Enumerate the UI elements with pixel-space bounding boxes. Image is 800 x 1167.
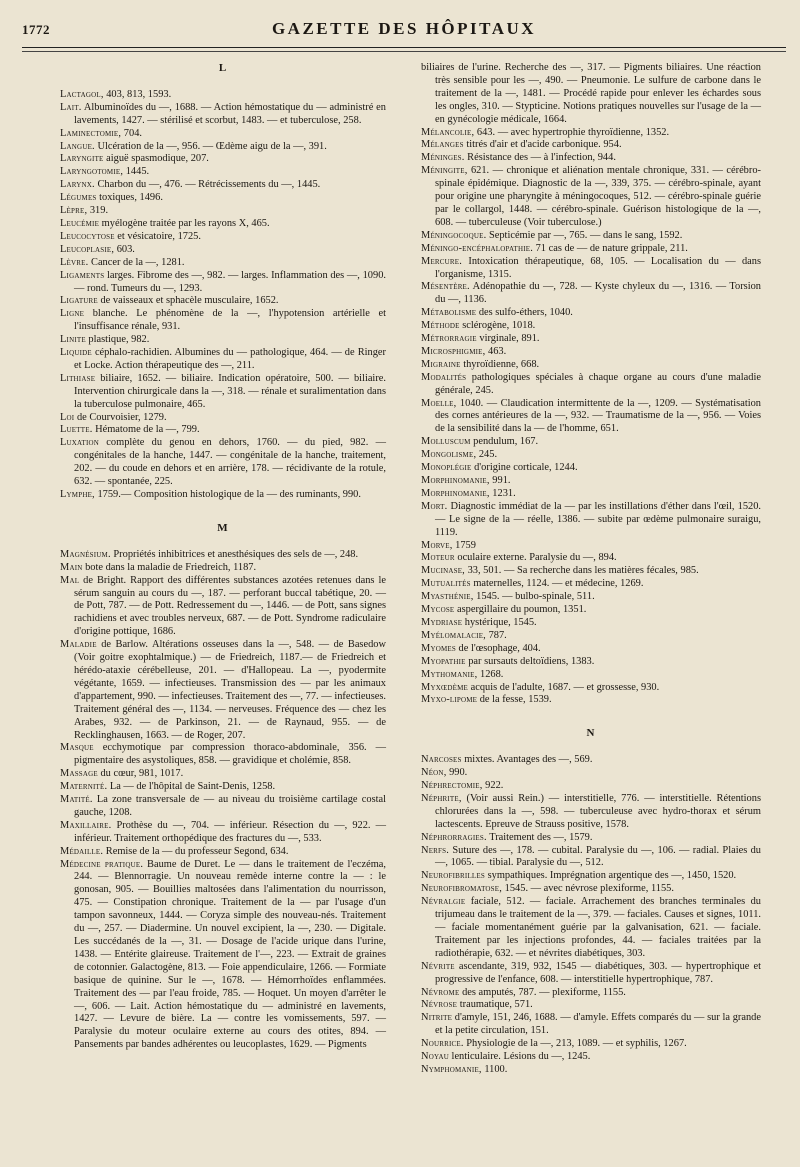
index-entry xyxy=(60,205,386,218)
index-term: Neurofibromatose, xyxy=(421,883,503,895)
index-entry xyxy=(421,987,761,1000)
index-entry xyxy=(60,334,386,347)
index-term: Névrose xyxy=(421,999,458,1011)
index-references: (Voir aussi Rein.) — interstitielle, 776. — interstitielle. Rétentions chlorurées dans la —, 598. — tuberculeuse avec hydro-thorax et sérum lactescents. Epreuve de Strauss positive, 1578. xyxy=(435,792,761,830)
index-references: complète du genou en dehors, 1760. — du pied, 982. — congénitales de la hanche, 1447. — congénitale de la hanche, traitement, 202. — du coude en dehors et en arrière, 178. — récidivante de la rotule, 632. — spontanée, 225. xyxy=(74,437,386,488)
index-term: Maxillaire. xyxy=(60,819,112,831)
index-term: Méningite, xyxy=(421,165,468,177)
index-references: 1759.— Composition histologique de la — des ruminants, 990. xyxy=(94,489,361,500)
index-references: faciale, 512. — faciale. Arrachement des branches terminales du trijumeau dans le traitement de la —, 379. — faciales. Causes et signes, 1011. — faciale momentanément guérie par la galvanisation, 621. — faciale. Traitement par les injections profondes, 44. — faciales traitées par la radiothérapie, 632. — et névrites diabétiques, 303. xyxy=(435,896,761,959)
index-references: hystérique, 1545. xyxy=(462,616,537,628)
index-term: Lymphe, xyxy=(60,489,95,500)
index-term: Leucémie xyxy=(60,217,100,229)
index-term: Mycose xyxy=(421,604,455,616)
index-references: biliaire, 1652. — biliaire. Indication opératoire, 500. — biliaire. Intervention chirurgicale dans la —, 318. — rénale et suralimentation dans la tuberculose pulmonaire, 465. xyxy=(74,372,386,410)
index-references: oculaire externe. Paralysie du —, 894. xyxy=(454,552,617,564)
index-term: Nerfs. xyxy=(421,844,450,856)
index-entry xyxy=(421,999,761,1012)
index-references: 1100. xyxy=(481,1063,508,1075)
index-references: sympathiques. Imprégnation argentique des —, 1450, 1520. xyxy=(484,870,737,882)
index-entry xyxy=(60,846,386,859)
index-references: titrés d'air et d'acide carbonique. 954. xyxy=(463,139,622,151)
index-entry xyxy=(421,230,761,243)
index-term: Métrorragie xyxy=(421,333,477,345)
index-entry xyxy=(421,694,761,707)
index-term: Monoplégie xyxy=(421,462,472,474)
index-entry xyxy=(60,128,386,141)
index-term: Myopathie xyxy=(421,655,466,667)
index-references: 922. xyxy=(482,780,504,792)
index-term: Modalités xyxy=(421,371,467,383)
index-entry xyxy=(60,820,386,846)
index-references: par sursauts deltoïdiens, 1383. xyxy=(465,655,595,667)
index-term: Myélomalacie, xyxy=(421,629,486,641)
index-references: aiguë spasmodique, 207. xyxy=(103,153,209,165)
index-references: 319. xyxy=(87,205,109,217)
index-references: aspergillaire du poumon, 1351. xyxy=(454,604,587,616)
index-entry xyxy=(60,257,386,270)
index-entry xyxy=(421,475,761,488)
index-references: Ulcération de la —, 956. — Œdème aigu de la —, 391. xyxy=(94,140,327,152)
index-references: de Bright. Rapport des différentes substances azotées retenues dans le sérum sanguin au cours du —, 187. — perforant buccal tabétique, 20. — de Pott, 787. — de Pott. Redressement du —, 1446. — de Pott, sans signes rachidiens et avec troubles nerveux, 687. — de Pott. Syndrome radiculaire d'origine pottique, 1686. xyxy=(74,574,386,638)
index-references: Albuminoïdes du —, 1688. — Action hémostatique du — administré en lavements, 1427. — stérilisé et scorbut, 1483. — et tuberculose, 258. xyxy=(74,101,386,126)
index-entry xyxy=(60,575,386,640)
index-term: Myasthénie, xyxy=(421,591,474,603)
index-term: Méningo-encéphalopathie. xyxy=(421,242,534,254)
index-entry xyxy=(421,643,761,656)
index-references: 403, 813, 1593. xyxy=(103,88,172,100)
index-entry xyxy=(60,437,386,489)
index-references: ascendante, 319, 932, 1545 — diabétiques, 303. — hypertrophique et progressive de l'enfance, 608. — interstitielle hypertrophique, 787. xyxy=(435,960,761,985)
index-references: 1040. — Claudication intermittente de la —, 1209. — Systématisation des cornes antérieures de la —, 932. — Traumatisme de la —, 956. — Voies de la sensibilité dans la — de l'homme, 651. xyxy=(435,397,761,435)
index-entry xyxy=(421,896,761,961)
index-term: Laryngite xyxy=(60,153,104,165)
index-entry xyxy=(421,565,761,578)
index-references: pathologiques spéciales à chaque organe au cours d'une maladie générale, 245. xyxy=(435,371,761,396)
index-references: d'origine corticale, 1244. xyxy=(471,462,578,474)
index-term: Néphrorragies. xyxy=(421,831,487,843)
index-entry xyxy=(60,412,386,425)
index-entry xyxy=(60,295,386,308)
index-references: acquis de l'adulte, 1687. — et grossesse, 930. xyxy=(468,681,660,693)
index-references: ecchymotique par compression thoraco-abdominale, 356. — pigmentaire des asystoliques, 858. — gravidique et cholémie, 858. xyxy=(74,742,386,767)
index-references: La zone transversale de — au niveau du troisième cartilage costal gauche, 1208. xyxy=(74,794,386,818)
index-term: Mercure. xyxy=(421,255,463,267)
index-entry xyxy=(421,256,761,282)
index-entry xyxy=(421,243,761,256)
index-entry xyxy=(60,549,386,562)
index-term: Neurofibrilles xyxy=(421,870,485,882)
index-references: Intoxication thérapeutique, 68, 105. — Localisation du — dans l'organisme, 1315. xyxy=(435,255,761,280)
index-references: 1545. — bulbo-spinale, 511. xyxy=(473,591,595,603)
index-references: Charbon du —, 476. — Rétrécissements du —, 1445. xyxy=(94,179,321,191)
index-term: Narcoses xyxy=(421,754,462,766)
index-references: Traitement des —, 1579. xyxy=(486,831,593,843)
index-references: 1268. xyxy=(477,668,504,680)
index-entry xyxy=(421,870,761,883)
index-term: Mésentère. xyxy=(421,281,470,293)
index-entry xyxy=(421,372,761,398)
index-references: bote dans la maladie de Friedreich, 1187. xyxy=(82,561,257,573)
index-entry xyxy=(60,218,386,231)
section-letter: N xyxy=(586,727,596,740)
index-term: Mélancolie, xyxy=(421,126,475,138)
index-references: 990. xyxy=(446,767,468,779)
index-references: Baume de Duret. Le — dans le traitement de l'eczéma, 244. — Blennorragie. Un nouveau remède interne contre la — : le gonosan, 905. — Bouillies maltosées dans l'alimentation du nourrisson, 475. — Constipation chronique. Traitement de la — par l'usage d'un tampon savonneux, 1444. — Coryza simple des nouveau-nés. Traitement du —, 257. — Diadermine. Un nouvel excipient, la —, 230. — Digitale. Les succédanés de la —, 31. — Dosage de l'acide urique dans l'urine, 1438. — Entérite glaireuse. Traitement de l'—, 223. — Extrait de graines de cotonnier. Galactogène, 813. — Foie appendiculaire, 1266. — Formiate basique de quinine. Sur le —, 1678. — Hémorrhoïdes enflammées. Traitement des — par l'eau froide, 785. — Hoquet. Un moyen d'arrêter le —, 606. — Lait. Action hémostatique du — administré en lavements, 1427. — Levure de bière. La — contre les vomissements, 597. — Paralysie du moteur oculaire externe au cours des otites, 894. — Pansements par bandes adhérentes ou leucoplastes, 1629. — Pigments xyxy=(74,858,386,1051)
index-term: Névrome xyxy=(421,986,460,998)
index-term: Liquide xyxy=(60,347,92,359)
index-term: Lèpre, xyxy=(60,205,88,217)
index-references: pendulum, 167. xyxy=(470,436,539,448)
index-references: sclérogène, 1018. xyxy=(459,320,536,332)
index-entry xyxy=(421,540,761,553)
index-term: Langue. xyxy=(60,140,95,152)
index-term: Néon, xyxy=(421,767,447,779)
index-term: Molluscum xyxy=(421,436,471,448)
index-references: 1545. — avec névrose plexiforme, 1155. xyxy=(502,883,674,895)
index-term: Mongolisme, xyxy=(421,449,477,461)
index-term: Méthode xyxy=(421,320,460,332)
index-references: 1231. xyxy=(489,487,516,499)
index-term: Métabolisme xyxy=(421,307,477,319)
index-references: Cancer de la —, 1281. xyxy=(88,256,185,268)
index-references: blanche. Le phénomène de la —, l'hypotension artérielle et l'insuffisance rénale, 931. xyxy=(74,308,386,333)
index-term: Linite xyxy=(60,334,86,346)
index-term: Migraine xyxy=(421,358,461,370)
index-term: Méningocoque. xyxy=(421,229,487,241)
index-entry xyxy=(421,281,761,307)
index-term: Mutualités xyxy=(421,578,471,590)
index-entry xyxy=(60,639,386,742)
index-references: 463. xyxy=(485,345,507,357)
index-entry xyxy=(421,501,761,540)
index-entry xyxy=(421,152,761,165)
index-entry xyxy=(421,780,761,793)
index-term: Luxation xyxy=(60,437,100,449)
index-entry xyxy=(421,359,761,372)
index-entry xyxy=(421,462,761,475)
index-entry xyxy=(421,165,761,230)
index-references: Prothèse du —, 704. — inférieur. Résection du —, 922. — inférieur. Traitement orthopédique des fractures du —, 533. xyxy=(74,819,386,844)
index-entry xyxy=(60,231,386,244)
index-entry xyxy=(60,424,386,437)
index-references: Adénopathie du —, 728. — Kyste chyleux du —, 1316. — Torsion du —, 1136. xyxy=(435,281,761,306)
index-entry xyxy=(421,1051,761,1064)
index-references: La — de l'hôpital de Saint-Denis, 1258. xyxy=(107,781,276,793)
index-term: Lait. xyxy=(60,101,82,113)
index-term: Microsphigmie, xyxy=(421,345,486,357)
index-term: Mélanges xyxy=(421,139,464,151)
index-term: Morphinomanie, xyxy=(421,487,490,499)
index-term: Mucinase, xyxy=(421,565,465,577)
index-entry xyxy=(421,845,761,871)
index-term: Mal xyxy=(60,574,80,586)
index-entry xyxy=(60,794,386,820)
index-references: maternelles, 1124. — et médecine, 1269. xyxy=(470,578,644,590)
index-term: Morphinomanie, xyxy=(421,475,490,486)
index-term: Myxo-lipome xyxy=(421,694,478,706)
index-references: Suture des —, 178. — cubital. Paralysie du —, 106. — radial. Plaies du —, 1065. — tibial. Paralysie du —, 512. xyxy=(435,844,761,869)
index-references: thyroïdienne, 668. xyxy=(460,358,540,370)
right-column xyxy=(421,62,761,1077)
index-term: Nourrice. xyxy=(421,1038,464,1050)
page-header xyxy=(22,16,786,48)
index-entry xyxy=(421,333,761,346)
index-references: 33, 501. — Sa recherche dans les matières fécales, 985. xyxy=(464,565,699,577)
index-references: 603. xyxy=(114,243,135,255)
index-entry xyxy=(60,859,386,1053)
section-letter: L xyxy=(218,62,228,74)
index-term: Lithiase xyxy=(60,372,96,384)
index-entry xyxy=(421,62,761,127)
index-entry xyxy=(421,793,761,832)
index-references: traumatique, 571. xyxy=(457,999,533,1011)
index-entry xyxy=(421,832,761,845)
section-letter: M xyxy=(217,521,229,534)
index-entry xyxy=(421,1038,761,1051)
index-entry xyxy=(421,961,761,987)
index-entry xyxy=(421,139,761,152)
index-references: Physiologie de la —, 213, 1089. — et syphilis, 1267. xyxy=(463,1038,687,1050)
index-references: Septicémie par —, 765. — dans le sang, 1592. xyxy=(486,229,683,241)
index-term: Maternité. xyxy=(60,781,108,793)
index-entry xyxy=(421,449,761,462)
index-term: Moteur xyxy=(421,552,455,564)
index-references: mixtes. Avantages des —, 569. xyxy=(461,754,593,766)
index-entry xyxy=(60,562,386,575)
header-rule xyxy=(22,47,786,48)
index-entry xyxy=(421,630,761,643)
index-term: Ligature xyxy=(60,295,98,307)
index-term: Nymphomanie, xyxy=(421,1063,482,1075)
index-references: 643. — avec hypertrophie thyroïdienne, 1352. xyxy=(474,126,670,138)
index-references: Remise de la — du professeur Segond, 634. xyxy=(103,845,289,857)
index-references: d'amyle, 151, 246, 1688. — d'amyle. Effets comparés du — sur la grande et la petite circulation, 151. xyxy=(435,1012,761,1037)
index-entry xyxy=(421,754,761,767)
index-entry xyxy=(421,591,761,604)
index-references: du cœur, 981, 1017. xyxy=(97,768,184,780)
index-term: Morve, xyxy=(421,539,453,551)
index-references: de l'œsophage, 404. xyxy=(455,642,541,654)
index-entry xyxy=(421,436,761,449)
index-entry xyxy=(60,373,386,412)
index-entry xyxy=(60,781,386,794)
index-term: Mydriase xyxy=(421,616,463,628)
index-term: Nitrite xyxy=(421,1012,453,1024)
index-term: Magnésium. xyxy=(60,548,111,560)
index-references: myélogène traitée par les rayons X, 465. xyxy=(99,217,270,229)
index-term: Luette. xyxy=(60,424,93,436)
index-references: Hématome de la —, 799. xyxy=(92,424,200,436)
index-references: céphalo-rachidien. Albumines du — pathologique, 464. — de Ringer et Locke. Action thérapeutique des —, 211. xyxy=(74,347,386,371)
index-term: Néphrite, xyxy=(421,792,462,804)
index-term: Névrite xyxy=(421,960,455,972)
index-references: de Barlow. Altérations osseuses dans la —, 548. — de Basedow (Voir goitre exophtalmique.) — de Friedreich, 1187.— de Friedreich et hérédo-ataxie cérébelleuse, 201. — d'Hallopeau. La —, pyodermite végétante, 1659. — infectieuses. Transmission des — par les animaux d'appartement, 990. — infectieuses. Traitement des —, 77. — infectieuses. Traitement général des —, 1134. — nerveuses. Fréquence des — chez les Arabes, 932. — de Parkinson, 21. — de Raynaud, 955. — de Recklinghausen, 1663. — de Roger, 207. xyxy=(74,639,386,741)
index-term: Lèvre. xyxy=(60,256,89,268)
index-term: Médaille. xyxy=(60,845,104,857)
index-term: Mythomanie, xyxy=(421,668,478,680)
index-entry xyxy=(421,127,761,140)
index-entry xyxy=(60,742,386,768)
index-term: Masque xyxy=(60,742,94,754)
header-rule-secondary xyxy=(22,51,786,52)
index-term: Noyau xyxy=(421,1051,449,1063)
index-references: 991. xyxy=(489,475,511,486)
index-entry xyxy=(421,617,761,630)
index-references: 71 cas de — de nature grippale, 211. xyxy=(533,242,688,254)
index-term: Moelle, xyxy=(421,397,457,409)
index-references: Propriétés inhibitrices et anesthésiques des sels de —, 248. xyxy=(110,548,359,560)
index-entry xyxy=(60,489,386,502)
index-references: 704. xyxy=(121,127,142,139)
index-term: Méninges. xyxy=(421,152,465,164)
index-entry xyxy=(421,346,761,359)
index-entry xyxy=(60,89,386,102)
index-entry xyxy=(60,192,386,205)
index-references: 787. xyxy=(486,629,507,641)
index-term: Lactagol, xyxy=(60,88,104,100)
index-entry xyxy=(421,604,761,617)
index-entry xyxy=(421,682,761,695)
running-title: GAZETTE DES HÔPITAUX xyxy=(271,19,537,38)
index-entry xyxy=(60,768,386,781)
index-references: de vaisseaux et sphacèle musculaire, 1652. xyxy=(97,295,279,307)
index-references: toxiques, 1496. xyxy=(96,192,163,204)
index-term: Maladie xyxy=(60,639,97,651)
index-references: biliaires de l'urine. Recherche des —, 317. — Pigments biliaires. Une réaction très sensible pour les —, 490. — Pneumonie. Le sulfure de carbone dans le traitement de la —, 1481. — Procédé rapide pour enlever les échardes sous les ongles, 310. — Stypticine. Notions pratiques nouvelles sur l'usage de la — en gynécologie médicale, 1664. xyxy=(421,62,761,125)
index-entry xyxy=(60,166,386,179)
index-entry xyxy=(421,669,761,682)
index-term: Néphrectomie, xyxy=(421,780,483,792)
index-references: et vésicatoire, 1725. xyxy=(114,230,201,242)
index-entry xyxy=(421,767,761,780)
index-entry xyxy=(421,398,761,437)
index-entry xyxy=(60,141,386,154)
index-term: Ligaments xyxy=(60,269,105,281)
index-references: de la fesse, 1539. xyxy=(477,694,552,706)
index-references: lenticulaire. Lésions du —, 1245. xyxy=(448,1051,591,1063)
index-entry xyxy=(60,308,386,334)
index-term: Névralgie xyxy=(421,896,466,908)
index-entry xyxy=(60,347,386,373)
index-references: 1759 xyxy=(452,539,476,551)
index-term: Myxœdème xyxy=(421,681,469,693)
index-term: Larynx. xyxy=(60,179,95,191)
index-term: Main xyxy=(60,561,83,573)
index-entry xyxy=(421,656,761,669)
page-number: 1772 xyxy=(22,22,50,37)
index-references: 245. xyxy=(476,449,498,461)
index-term: Laminectomie, xyxy=(60,127,122,139)
index-term: Loi xyxy=(60,411,75,423)
index-entry xyxy=(60,270,386,296)
index-entry xyxy=(60,244,386,257)
index-term: Massage xyxy=(60,768,98,780)
index-term: Leucoplasie, xyxy=(60,243,115,255)
index-term: Mort. xyxy=(421,500,448,512)
index-references: Diagnostic immédiat de la — par les instillations d'éther dans l'œil, 1520. — Le signe de la — réelle, 1386. — subite par œdème pulmonaire suraigu, 1119. xyxy=(435,500,761,538)
index-term: Laryngotomie, xyxy=(60,166,124,178)
index-entry xyxy=(60,102,386,128)
index-entry xyxy=(421,883,761,896)
index-entry xyxy=(421,1012,761,1038)
index-references: de Courvoisier, 1279. xyxy=(74,411,167,423)
index-entry xyxy=(421,552,761,565)
index-references: plastique, 982. xyxy=(85,334,150,346)
index-term: Myomes xyxy=(421,642,456,654)
index-term: Médecine pratique. xyxy=(60,858,144,870)
index-references: larges. Fibrome des —, 982. — larges. Inflammation des —, 1090. — rond. Tumeurs du —, 1293. xyxy=(74,269,386,294)
index-term: Matité. xyxy=(60,794,93,806)
left-column xyxy=(60,62,386,1052)
index-references: 1445. xyxy=(123,166,150,178)
index-references: des amputés, 787. — plexiforme, 1155. xyxy=(459,986,626,998)
index-entry xyxy=(60,153,386,166)
index-entry xyxy=(60,179,386,192)
index-references: 621. — chronique et aliénation mentale chronique, 331. — cérébro-spinale épidémique. Diagnostic de la —, 339, 375. — cérébro-spinale, ayant pour origine une pharyngite à méningocoques, 512. — cérébro-spinale guérie par le collargol, 1448. — cérébro-spinale. Guérison histologique de la —, 608. — tuberculeuse (Voir tuberculose.) xyxy=(435,165,761,228)
index-entry xyxy=(421,307,761,320)
index-entry xyxy=(421,320,761,333)
index-term: Leucocytose xyxy=(60,230,115,242)
index-term: Ligne xyxy=(60,308,85,320)
index-term: Légumes xyxy=(60,192,97,204)
index-references: virginale, 891. xyxy=(476,333,540,345)
index-entry xyxy=(421,1064,761,1077)
index-references: des sulfo-éthers, 1040. xyxy=(476,307,573,319)
index-references: Résistance des — à l'infection, 944. xyxy=(464,152,616,164)
index-entry xyxy=(421,488,761,501)
index-entry xyxy=(421,578,761,591)
